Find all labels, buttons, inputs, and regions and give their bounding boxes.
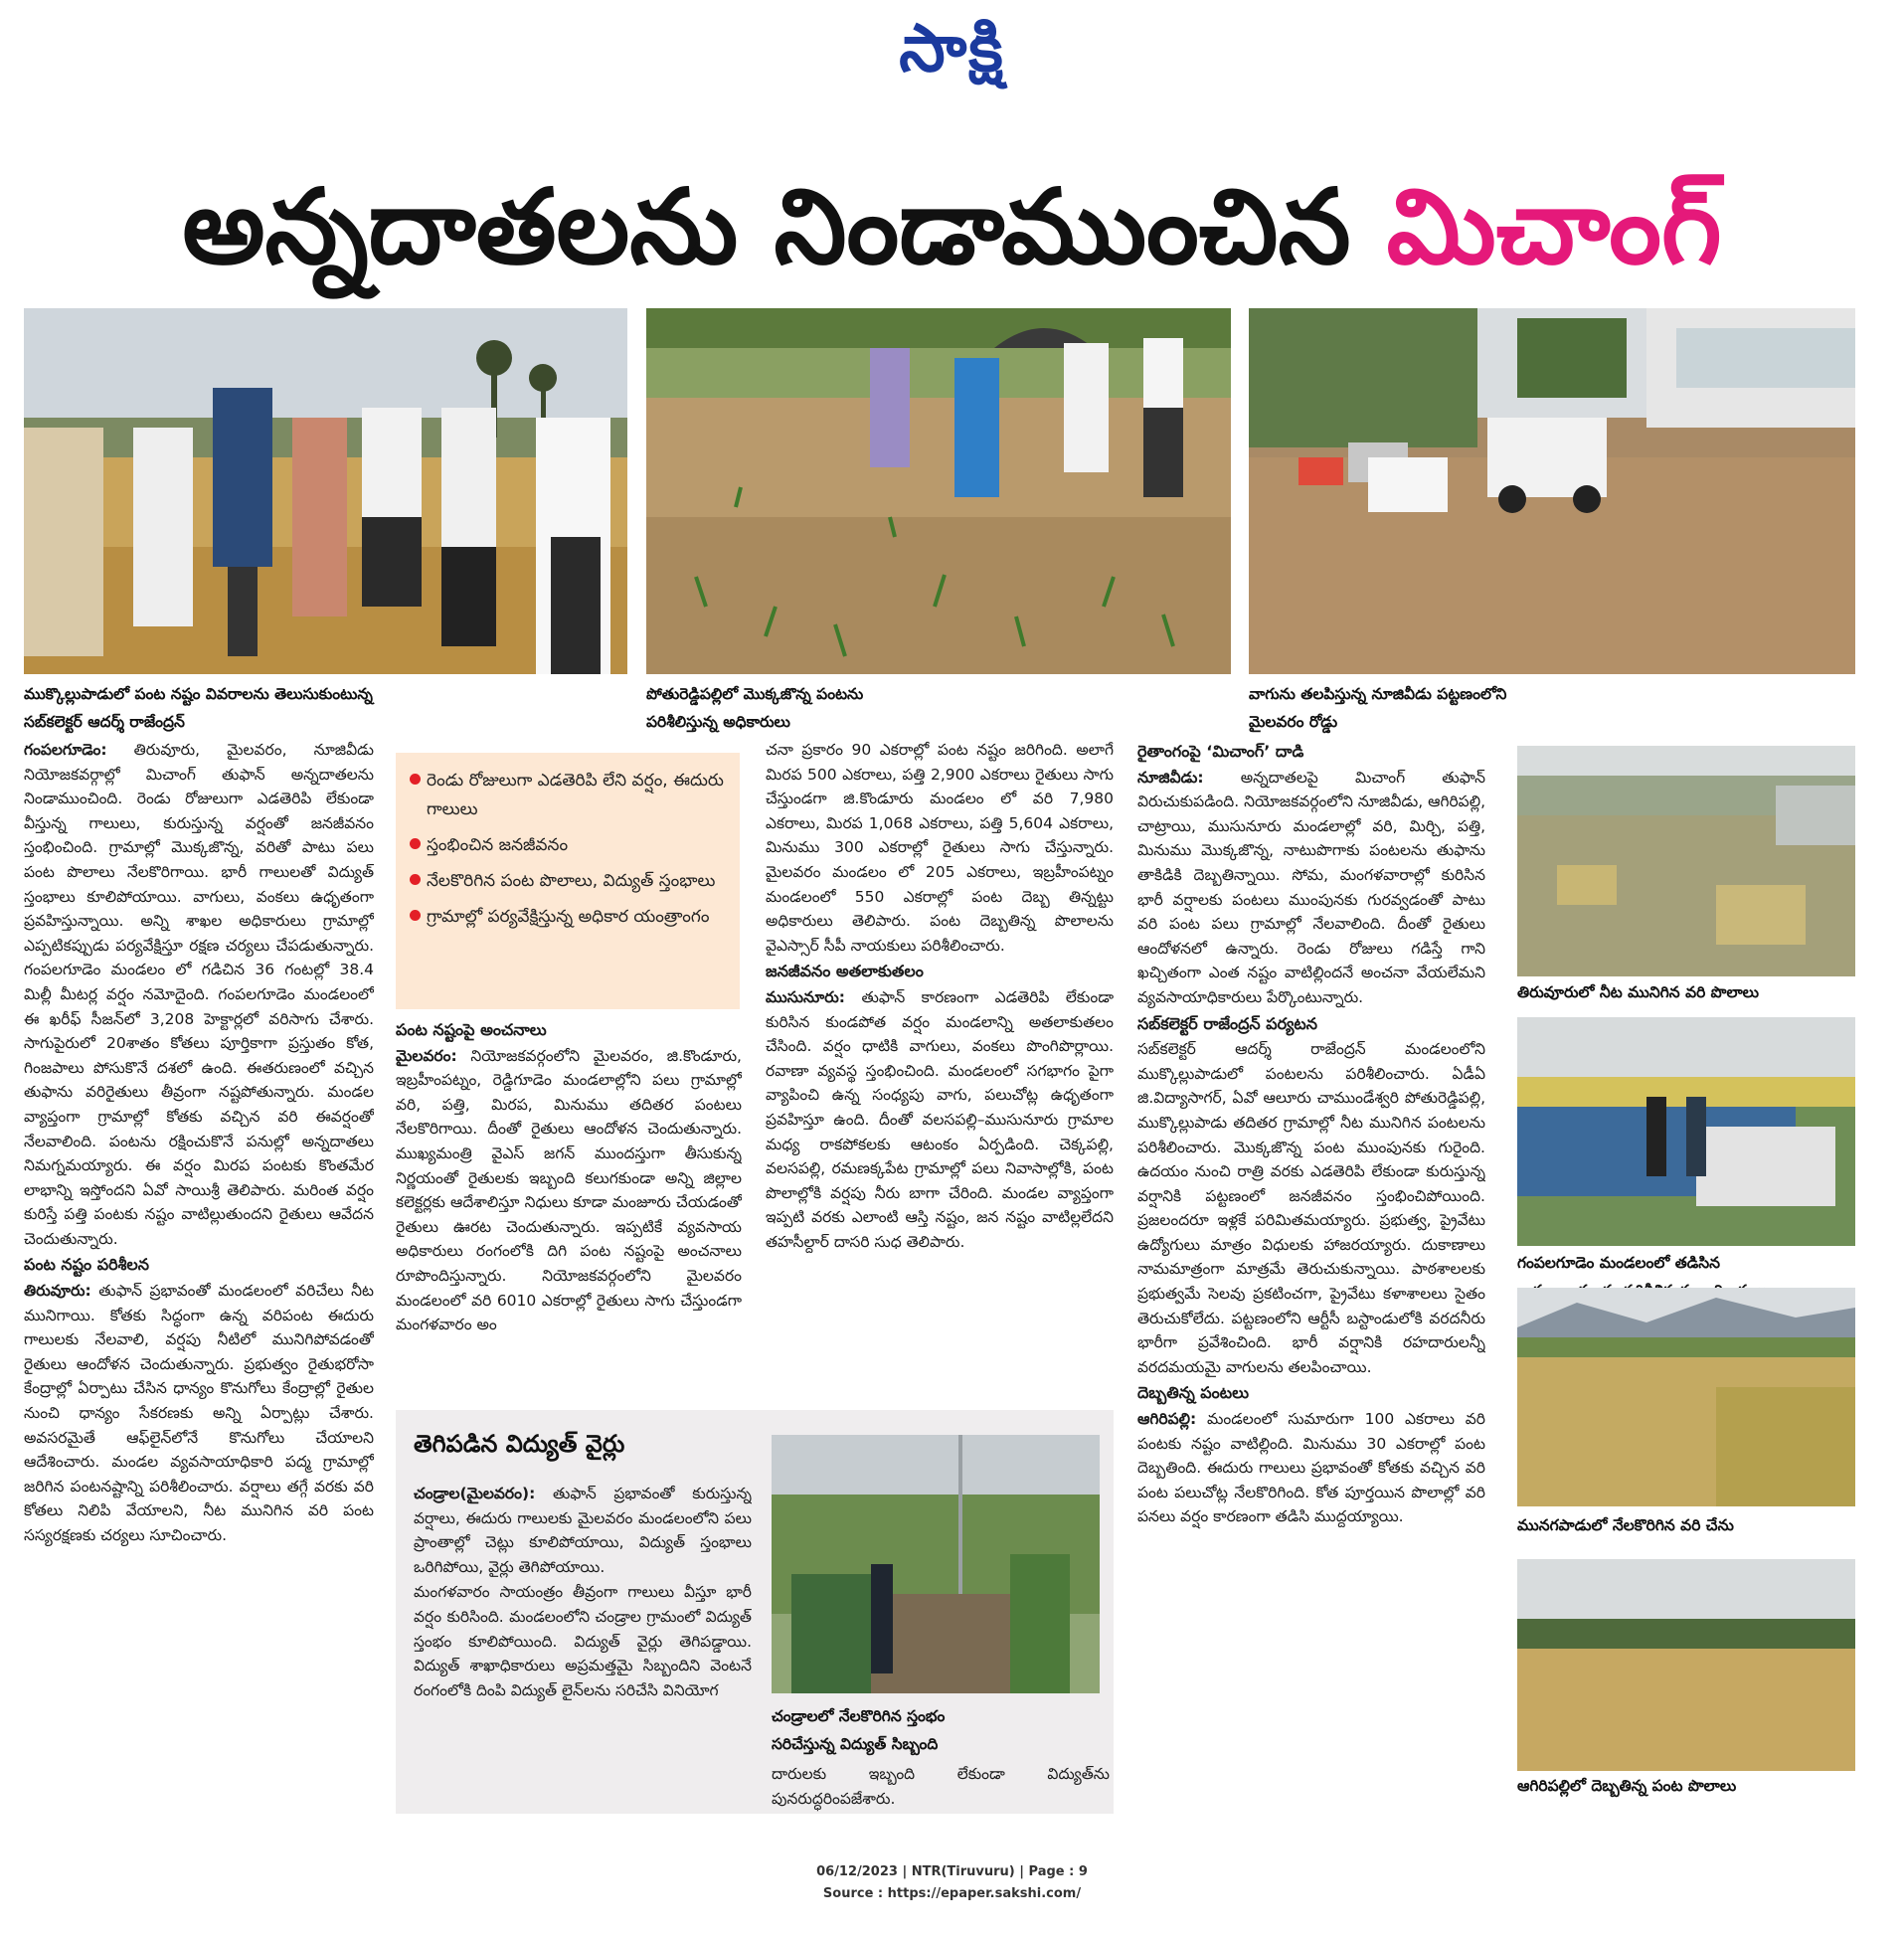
col1-paragraph-2: తుఫాన్ ప్రభావంతో మండలంలో వరిచేలు నీట మునిగాయి. కోతకు సిద్ధంగా ఉన్న వరిపంట ఈదురు గాలులకు నేలవాలి, వర్షపు నీటిలో మునిగిపోవడంతో రైతులు ఆందోళన చెందుతున్నారు. ప్రభుత్వం రైతుభరోసా కేంద్రాల్లో ఏర్పాటు చేసిన ధాన్యం కొనుగోలు కేంద్రాల్లో రైతుల నుంచి ధాన్యం సేకరణకు అన్ని ఏర్పాట్లు చేశారు. అవసరమైతే ఆఫ్‌లైన్‌లోనే కొనుగోలు చేయాలని ఆదేశించారు. మండల వ్యవసాయాధికారి పద్మ గ్రామాల్లో జరిగిన పంటనష్టాన్ని పరిశీలించారు. వర్షాలు తగ్గే వరకు వరి కోతలు నిలిపి వేయాలని, నీట మునిగిన వరి పంట సస్యరక్షణకు చర్యలు సూచించారు.	[24, 1282, 374, 1544]
electric-dateline: చండ్రాల(మైలవరం):	[414, 1485, 536, 1502]
bullet-dot-icon	[410, 910, 421, 921]
highlight-item	[410, 767, 728, 824]
top-caption-2-l2: పరిశీలిస్తున్న అధికారులు	[646, 713, 790, 731]
page-footer	[0, 1861, 1904, 1905]
side-caption-4	[1517, 1772, 1855, 1800]
col4-subhead-2: సబ్‌కలెక్టర్ రాజేంద్రన్ పర్యటన	[1137, 1013, 1318, 1033]
col4-paragraph-2: సబ్‌కలెక్టర్ ఆదర్శ్ రాజేంద్రన్ మండలంలోని ముక్కొల్లుపాడులో పంటలను పరిశీలించారు. ఏడీఏ జి.విద్యాసాగర్, ఏవో ఆలూరు చాముండేశ్వరి పోతురెడ్డిపల్లి, ముక్కొల్లుపాడు తదితర గ్రామాల్లో నీట మునిగిన పంటలను పరిశీలించారు. మొక్కజొన్న పంట ముంపునకు గురైంది. ఉదయం నుంచి రాత్రి వరకు ఎడతెరిపి లేకుండా కురుస్తున్న వర్షానికి పట్టణంలో జనజీవనం స్తంభించిపోయింది. ప్రజలందరూ ఇళ్లకే పరిమితమయ్యారు. ప్రభుత్వ, ప్రైవేటు ఉద్యోగులు మాత్రం విధులకు హాజరయ్యారు. దుకాణాలు నామమాత్రంగా మాత్రమే తెరుచుకున్నాయి. పాఠశాలలకు ప్రభుత్వమే సెలవు ప్రకటించగా, ప్రైవేటు కళాశాలలు సైతం తెరుచుకోలేదు. పట్టణంలోని ఆర్టీసీ బస్టాండులోకి వరదనీరు భారీగా ప్రవేశించింది. భారీ వర్షానికి రహదారులన్నీ వరదమయమై వాగులను తలపించాయి.	[1137, 1040, 1485, 1376]
col2-paragraph: నియోజకవర్గంలోని మైలవరం, జి.కొండూరు, ఇబ్రహీంపట్నం, రెడ్డిగూడెం మండలాల్లోని పలు గ్రామాల్లో వరి, పత్తి, మిరప, మినుము తదితర పంటలు నేలకొరిగాయి. దీంతో రైతులు ఆందోళన చెందుతున్నారు. ముఖ్యమంత్రి వైఎస్ జగన్ ముందస్తుగా తీసుకున్న నిర్ణయంతో రైతులకు ఇబ్బంది కలుగకుండా అన్ని జిల్లాల కలెక్టర్లకు ఆదేశాలిస్తూ నిధులు కూడా మంజూరు చేయడంతో రైతులు ఊరట చెందుతున్నారు. ఇప్పటికే వ్యవసాయ అధికారులు రంగంలోకి దిగి పంట నష్టంపై అంచనాలు రూపొందిస్తున్నారు. నియోజకవర్గంలోని మైలవరం మండలంలో వరి 6010 ఎకరాల్లో రైతులు సాగు చేస్తుండగా మంగళవారం అం	[396, 1046, 742, 1334]
col1-subhead: పంట నష్టం పరిశీలన	[24, 1255, 149, 1275]
top-caption-2-l1: పోతురెడ్డిపల్లిలో మొక్కజొన్న పంటను	[646, 685, 864, 703]
electric-story-text-left	[414, 1482, 752, 1800]
col4-dateline-3: ఆగిరిపల్లి:	[1137, 1410, 1197, 1429]
photo-electric-repair	[772, 1435, 1100, 1693]
column-4	[1137, 738, 1485, 1807]
electric-paragraph-2: మంగళవారం సాయంత్రం తీవ్రంగా గాలులు వీస్తూ భారీ వర్షం కురిసింది. మండలంలోని చండ్రాల గ్రామంలో విద్యుత్ స్తంభం కూలిపోయింది. విద్యుత్ వైర్లు తెగిపడ్డాయి. విద్యుత్ శాఖాధికారులు అప్రమత్తమై సిబ్బందిని వెంటనే రంగంలోకి దింపి విద్యుత్ లైన్‌లను సరిచేసి వినియోగ	[414, 1583, 752, 1699]
col1-dateline-1: గంపలగూడెం:	[24, 741, 107, 759]
electric-story-text-right	[772, 1762, 1110, 1812]
highlight-text: రెండు రోజులుగా ఎడతెరిపి లేని వర్షం, ఈదురు గాలులు	[427, 771, 724, 819]
col3-subhead: జనజీవనం అతలాకుతలం	[766, 962, 924, 981]
col4-subhead-3: దెబ్బతిన్న పంటలు	[1137, 1383, 1250, 1403]
highlight-item	[410, 903, 728, 932]
column-3	[766, 738, 1114, 1404]
side-caption-3	[1517, 1511, 1855, 1539]
side-caption-3-l1: మునగపాడులో నేలకొరిగిన వరి చేను	[1517, 1516, 1734, 1534]
col1-paragraph-1: తిరువూరు, మైలవరం, నూజివీడు నియోజకవర్గాల్లో మిచాంగ్ తుఫాన్ అన్నదాతలను నిండాముంచింది. రెండు రోజులుగా ఎడతెరిపి లేకుండా వీస్తున్న గాలులు, కురుస్తున్న వర్షంతో జనజీవనం స్తంభించింది. గ్రామాల్లో మొక్కజొన్న, వరితో పాటు పలు పంట పొలాలు నేలకొరిగాయి. భారీ గాలులతో విద్యుత్ స్తంభాలు కూలిపోయాయి. వాగులు, వంకలు ఉధృతంగా ప్రవహిస్తున్నాయి. అన్ని శాఖల అధికారులు గ్రామాల్లో ఎప్పటికప్పుడు పర్యవేక్షిస్తూ రక్షణ చర్యలు చేపడుతున్నారు. గంపలగూడెం మండలం లో గడిచిన 36 గంటల్లో 38.4 మిల్లీ మీటర్ల వర్షం నమోదైంది. గంపలగూడెం మండలంలో ఈ ఖరీఫ్ సీజన్‌లో 3,208 హెక్టార్లలో వరిసాగు చేశారు. సాగుపైరులో 20శాతం కోతలు పూర్తికాగా ప్రస్తుతం కోత, గింజపాలు పోసుకొనే దశలో ఉంది. ఈతరుణంలో వచ్చిన తుఫాను వరిరైతులు తీవ్రంగా నష్టపోతున్నారు. మండల వ్యాప్తంగా గ్రామాల్లో కోతకు వచ్చిన వరి ఈవర్షంతో నేలవాలింది. పంటను రక్షించుకొనే పనుల్లో అన్నదాతలు నిమగ్నమయ్యారు. ఈ వర్షం మిరప పంటకు కొంతమేర లాభాన్ని ఇస్తోందని ఏవో సాయిశ్రీ తెలిపారు. మరింత వర్షం కురిస్తే పత్తి పంటకు నష్టం వాటిల్లుతుందని రైతులు ఆవేదన చెందుతున్నారు.	[24, 741, 374, 1248]
bullet-dot-icon	[410, 874, 421, 885]
side-caption-4-l1: ఆగిరిపల్లిలో దెబ్బతిన్న పంట పొలాలు	[1517, 1777, 1737, 1795]
highlight-item	[410, 831, 728, 860]
bullet-dot-icon	[410, 838, 421, 849]
side-caption-1-l1: తిరువూరులో నీట మునిగిన వరి పొలాలు	[1517, 983, 1760, 1001]
top-caption-1	[24, 680, 630, 736]
main-headline	[0, 157, 1904, 296]
logo-text: సాక్షి	[899, 10, 1005, 87]
headline-part1: అన్నదాతలను నిండాముంచిన	[182, 166, 1387, 287]
photo-officials-field	[24, 308, 627, 674]
photo-damaged-fields	[1517, 1559, 1855, 1771]
col4-paragraph-1: అన్నదాతలపై మిచాంగ్ తుఫాన్ విరుచుకుపడింది. నియోజకవర్గంలోని నూజివీడు, ఆగిరిపల్లి, చాట్రాయి, ముసునూరు మండలాల్లో వరి, మిర్చి, పత్తి, మినుము మొక్కజొన్న, నాటుపొగాకు పంటలను తుఫాను తాకిడికి దెబ్బతిన్నాయి. సోమ, మంగళవారాల్లో కురిసిన భారీ వర్షాలకు పంటలు ముంపునకు గురవ్వడంతో పాటు వరి పంట పలు గ్రామాల్లో నేలవాలింది. దీంతో రైతులు ఆందోళనలో ఉన్నారు. రెండు రోజులు గడిస్తే గాని ఖచ్చితంగా ఎంత నష్టం వాటిల్లిందనే అంచనా వేయలేమని వ్యవసాయాధికారులు పేర్కొంటున్నారు.	[1137, 768, 1485, 1006]
footer-date-line: 06/12/2023 | NTR(Tiruvuru) | Page : 9	[816, 1864, 1088, 1879]
electric-photo-caption	[772, 1702, 1110, 1758]
highlights-box	[396, 753, 740, 1009]
col4-dateline-1: నూజివీడు:	[1137, 768, 1204, 787]
top-caption-3-l1: వాగును తలపిస్తున్న నూజివీడు పట్టణంలోని	[1249, 685, 1507, 703]
electric-paragraph-1: తుఫాన్ ప్రభావంతో కురుస్తున్న వర్షాలు, ఈదురు గాలులకు మైలవరం మండలంలోని పలు ప్రాంతాల్లో చెట్లు కూలిపోయాయి, విద్యుత్ స్తంభాలు ఒరిగిపోయి, వైర్లు తెగిపోయాయి.	[414, 1485, 752, 1576]
top-caption-2	[646, 680, 1233, 736]
col4-subhead-1: రైతాంగంపై ‘మిచాంగ్’ దాడి	[1137, 742, 1304, 761]
highlight-text: నేలకొరిగిన పంట పొలాలు, విద్యుత్ స్తంభాలు	[427, 871, 716, 891]
highlight-text: స్తంభించిన జనజీవనం	[427, 835, 569, 855]
top-caption-3	[1249, 680, 1855, 736]
photo-submerged-paddy	[1517, 746, 1855, 976]
side-caption-2-l1: గంపలగూడెం మండలంలో తడిసిన	[1517, 1254, 1721, 1272]
electric-caption-l1: చండ్రాలలో నేలకొరిగిన స్తంభం	[772, 1707, 946, 1725]
col2-subhead: పంట నష్టంపై అంచనాలు	[396, 1020, 547, 1039]
col4-paragraph-3: మండలంలో సుమారుగా 100 ఎకరాలు వరి పంటకు నష్టం వాటిల్లింది. మినుము 30 ఎకరాల్లో పంట దెబ్బతింది. ఈదురు గాలులు ప్రభావంతో కోతకు వచ్చిన వరి పంట పలుచోట్ల నేలకొరిగింది. కోత పూర్తయిన పొలాల్లో వరి పనలు వర్షం కారణంగా తడిసి ముద్దయ్యాయి.	[1137, 1410, 1485, 1526]
col1-dateline-2: తిరువూరు:	[24, 1282, 91, 1301]
electric-caption-l2: సరిచేస్తున్న విద్యుత్ సిబ్బంది	[772, 1735, 939, 1753]
electric-paragraph-3: దారులకు ఇబ్బంది లేకుండా విద్యుత్‌ను పునరుద్ధరింపజేశారు.	[772, 1765, 1110, 1808]
col3-paragraph-2: తుఫాన్ కారణంగా ఎడతెరిపి లేకుండా కురిసిన కుండపోత వర్షం మండలాన్ని అతలాకుతలం చేసింది. వర్షం ధాటికి వాగులు, వంకలు పొంగిపొర్లాయి. రవాణా వ్యవస్థ స్తంభించింది. మండలంలో సగభాగం పైగా వ్యాపించి ఉన్న సంధ్యపు వాగు, పలుచోట్ల ఉధృతంగా ప్రవహిస్తూ ఉంది. దీంతో వలసపల్లి–ముసునూరు గ్రామాల మధ్య రాకపోకలకు ఆటంకం ఏర్పడింది. చెక్కపల్లి, వలసపల్లి, రమణక్కపేట గ్రామాల్లో పలు నివాసాల్లోకి, పంట పొలాల్లోకి వర్షపు నీరు బాగా చేరింది. మండల వ్యాప్తంగా ఇప్పటి వరకు ఎలాంటి ఆస్తి నష్టం, జన నష్టం వాటిల్లలేదని తహసీల్దార్ దాసరి సుధ తెలిపారు.	[766, 987, 1114, 1251]
column-1	[24, 738, 374, 1800]
bullet-dot-icon	[410, 774, 421, 785]
col3-paragraph-1: చనా ప్రకారం 90 ఎకరాల్లో పంట నష్టం జరిగింది. అలాగే మిరప 500 ఎకరాలు, పత్తి 2,900 ఎకరాలు రైతులు సాగు చేస్తుండగా జి.కొండూరు మండలం లో వరి 7,980 ఎకరాలు, మిరప 1,068 ఎకరాలు, పత్తి 5,604 ఎకరాలు, మినుము 300 ఎకరాల్లో రైతులు సాగు చేస్తున్నారు. మైలవరం మండలం లో 205 ఎకరాలు, ఇబ్రహీంపట్నం మండలంలో 550 ఎకరాల్లో పంట దెబ్బ తిన్నట్టు అధికారులు తెలిపారు. పంట దెబ్బతిన్న పొలాలను వైఎస్సార్ సీపీ నాయకులు పరిశీలించారు.	[766, 741, 1114, 955]
photo-flooded-road	[1249, 308, 1855, 674]
photo-fallen-paddy	[1517, 1288, 1855, 1506]
top-caption-1-l1: ముక్కొల్లుపాడులో పంట నష్టం వివరాలను తెలుసుకుంటున్న	[24, 685, 373, 703]
top-caption-1-l2: సబ్‌కలెక్టర్ ఆదర్శ్ రాజేంద్రన్	[24, 713, 185, 731]
highlight-text: గ్రామాల్లో పర్యవేక్షిస్తున్న అధికార యంత్రాంగం	[427, 907, 710, 927]
highlight-item	[410, 867, 728, 896]
top-caption-3-l2: మైలవరం రోడ్డు	[1249, 713, 1338, 731]
headline-part2: మిచాంగ్	[1386, 166, 1722, 287]
col3-dateline: ముసునూరు:	[766, 987, 845, 1006]
col2-dateline: మైలవరం:	[396, 1046, 457, 1065]
masthead-logo	[0, 6, 1904, 91]
footer-source-line: Source : https://epaper.sakshi.com/	[822, 1886, 1082, 1901]
column-2	[396, 1016, 742, 1404]
electric-story-title: తెగిపడిన విద్యుత్ వైర్లు	[414, 1430, 625, 1458]
photo-wet-grain-heaps	[1517, 1017, 1855, 1246]
photo-flooded-maize	[646, 308, 1231, 674]
side-caption-1	[1517, 978, 1855, 1006]
